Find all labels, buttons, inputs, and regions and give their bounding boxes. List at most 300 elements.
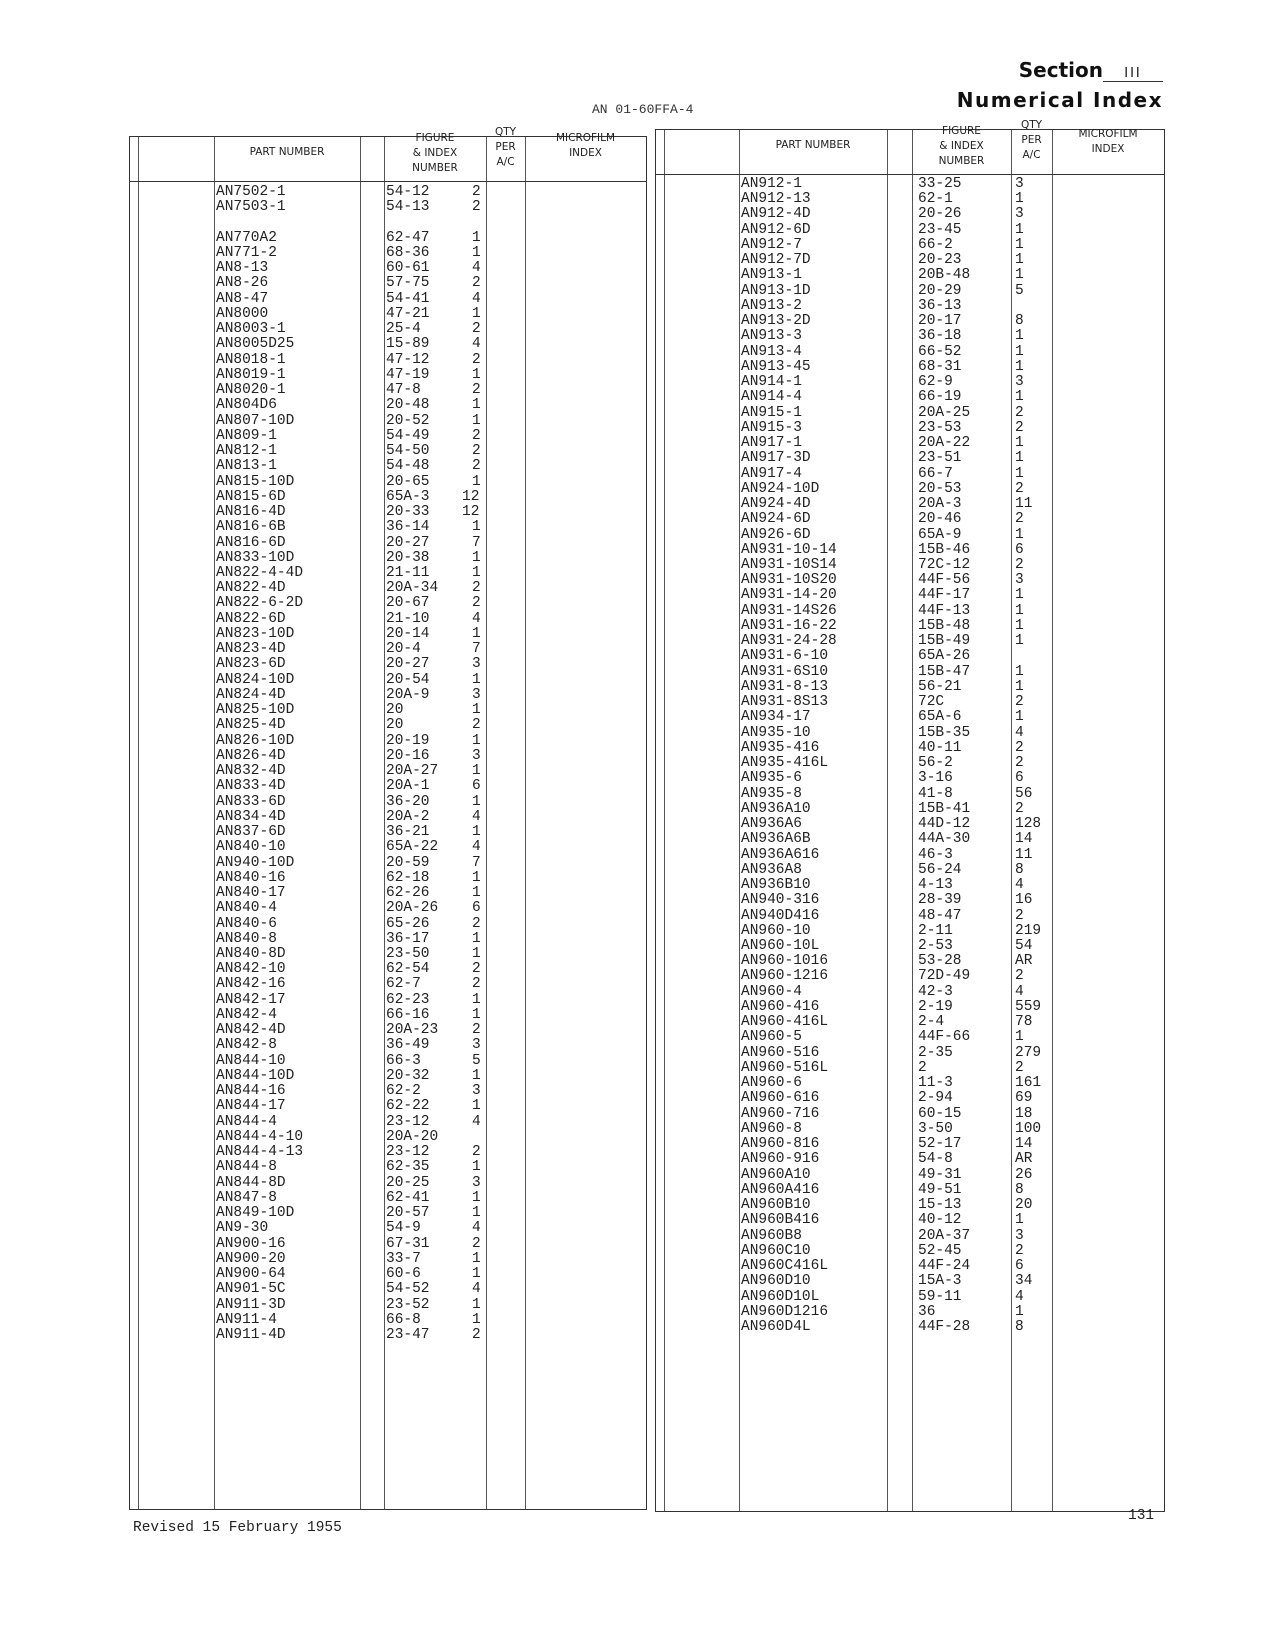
table-row — [130, 856, 646, 871]
figure-index: 72C — [918, 694, 945, 711]
part-number: AN917-4 — [741, 465, 802, 482]
part-number: AN912-4D — [741, 206, 811, 223]
table-row — [130, 475, 646, 490]
part-number: AN936A616 — [741, 846, 820, 863]
qty-per-ac: 2 — [1015, 694, 1024, 711]
qty-per-ac: 7 — [472, 854, 481, 871]
qty-per-ac: 1 — [472, 946, 481, 962]
qty-per-ac: 12 — [462, 504, 480, 521]
part-number: AN960A416 — [741, 1181, 820, 1198]
table-row — [656, 1030, 1164, 1045]
table-row — [130, 551, 646, 566]
table-row — [130, 200, 646, 215]
figure-index: 11-3 — [918, 1075, 953, 1092]
qty-per-ac: 5 — [1015, 282, 1024, 299]
part-number: AN844-4-13 — [216, 1144, 304, 1161]
table-row — [656, 1274, 1164, 1289]
figure-index: 20-46 — [918, 511, 962, 528]
figure-index: 25-4 — [386, 321, 421, 338]
part-number: AN816-6D — [216, 534, 286, 551]
part-number: AN840-8D — [216, 946, 286, 962]
figure-index: 20-14 — [386, 625, 430, 642]
qty-per-ac: 1 — [472, 869, 481, 886]
qty-per-ac: 3 — [472, 747, 481, 764]
part-number: AN833-10D — [216, 549, 295, 566]
part-number: AN844-10 — [216, 1052, 286, 1069]
figure-index: 4-13 — [918, 877, 953, 894]
part-number: AN913-3 — [741, 328, 802, 345]
table-row — [656, 1290, 1164, 1305]
part-number: AN900-20 — [216, 1250, 286, 1267]
table-row — [130, 962, 646, 977]
part-number: AN931-8-13 — [741, 678, 829, 695]
table-row — [656, 893, 1164, 908]
part-number: AN912-7 — [741, 236, 802, 253]
qty-per-ac: 1 — [472, 305, 481, 322]
table-row — [130, 703, 646, 718]
table-row — [130, 749, 646, 764]
part-number: AN8000 — [216, 305, 269, 322]
table-row — [130, 368, 646, 383]
part-number: AN911-4 — [216, 1311, 277, 1328]
figure-index: 23-51 — [918, 450, 962, 467]
part-number: AN823-4D — [216, 641, 286, 658]
table-row — [656, 467, 1164, 482]
table-row — [130, 795, 646, 810]
part-number: AN822-6D — [216, 610, 286, 627]
figure-index: 20A-23 — [386, 1022, 439, 1039]
part-number: AN926-6D — [741, 526, 811, 543]
figure-index: 62-9 — [918, 374, 953, 391]
table-row — [656, 649, 1164, 664]
figure-index: 3-16 — [918, 770, 953, 787]
figure-index: 2-94 — [918, 1090, 953, 1107]
part-number: AN960-616 — [741, 1090, 820, 1107]
part-number: AN844-16 — [216, 1083, 286, 1100]
table-row — [130, 1282, 646, 1297]
part-number: AN936A10 — [741, 800, 811, 817]
column-header-part-number: PART NUMBER — [249, 146, 325, 158]
figure-index: 20-17 — [918, 313, 962, 330]
part-number: AN842-8 — [216, 1037, 277, 1054]
qty-per-ac: 4 — [1015, 1288, 1024, 1305]
figure-index: 44F-56 — [918, 572, 971, 589]
table-row — [656, 573, 1164, 588]
table-row — [656, 1213, 1164, 1228]
table-row — [656, 284, 1164, 299]
qty-per-ac: 1 — [472, 702, 481, 719]
figure-index: 20A-1 — [386, 778, 430, 795]
qty-per-ac: 219 — [1015, 922, 1042, 939]
table-row — [656, 299, 1164, 314]
table-row — [130, 429, 646, 444]
part-number: AN8020-1 — [216, 382, 286, 399]
qty-per-ac: 2 — [472, 1022, 481, 1039]
part-number: AN960B10 — [741, 1197, 811, 1214]
qty-per-ac: 4 — [472, 839, 481, 856]
figure-index: 21-10 — [386, 610, 430, 627]
table-row — [130, 536, 646, 551]
figure-index: 3-50 — [918, 1120, 953, 1137]
table-row — [656, 451, 1164, 466]
figure-index: 62-22 — [386, 1098, 430, 1115]
qty-per-ac: 1 — [1015, 221, 1024, 238]
part-number: AN931-6-10 — [741, 648, 829, 665]
qty-per-ac: 4 — [472, 1220, 481, 1237]
figure-index: 15-89 — [386, 336, 430, 353]
qty-per-ac: 4 — [472, 290, 481, 307]
table-row — [656, 1198, 1164, 1213]
part-number: AN960-5 — [741, 1029, 802, 1046]
qty-per-ac: 3 — [472, 1174, 481, 1191]
part-number: AN931-10-14 — [741, 541, 837, 558]
figure-index: 62-18 — [386, 869, 430, 886]
qty-per-ac: 1 — [1015, 191, 1024, 208]
qty-per-ac: 100 — [1015, 1120, 1042, 1137]
table-row — [130, 261, 646, 276]
figure-index: 72D-49 — [918, 968, 971, 985]
part-number: AN833-4D — [216, 778, 286, 795]
qty-per-ac: 1 — [472, 1296, 481, 1313]
figure-index: 54-49 — [386, 427, 430, 444]
table-row — [130, 1099, 646, 1114]
part-number: AN900-16 — [216, 1235, 286, 1252]
qty-per-ac: 4 — [472, 336, 481, 353]
table-row — [656, 817, 1164, 832]
qty-per-ac: 1 — [472, 793, 481, 810]
figure-index: 54-8 — [918, 1151, 953, 1168]
figure-index: 36-17 — [386, 930, 430, 947]
qty-per-ac: 2 — [1015, 800, 1024, 817]
figure-index: 54-48 — [386, 458, 430, 475]
table-row — [656, 710, 1164, 725]
table-row — [130, 1160, 646, 1175]
table-row — [656, 1244, 1164, 1259]
part-number: AN960C416L — [741, 1258, 829, 1275]
table-row — [130, 215, 646, 230]
index-table-left — [129, 126, 647, 1510]
table-row — [656, 406, 1164, 421]
table-row — [656, 939, 1164, 954]
part-number: AN901-5C — [216, 1281, 286, 1298]
part-number: AN825-10D — [216, 702, 295, 719]
qty-per-ac: 8 — [1015, 861, 1024, 878]
qty-per-ac: 1 — [1015, 435, 1024, 452]
table-row — [656, 482, 1164, 497]
qty-per-ac: 4 — [472, 1281, 481, 1298]
part-number: AN842-16 — [216, 976, 286, 993]
part-number: AN931-10S14 — [741, 557, 837, 573]
figure-index: 20-54 — [386, 671, 430, 688]
table-row — [656, 223, 1164, 238]
qty-per-ac: 1 — [472, 732, 481, 749]
figure-index: 20-29 — [918, 282, 962, 299]
figure-index: 62-7 — [386, 976, 421, 993]
part-number: AN936A6B — [741, 831, 811, 848]
table-row — [656, 497, 1164, 512]
table-row — [130, 1267, 646, 1282]
part-number: AN913-2 — [741, 297, 802, 314]
qty-per-ac: 1 — [472, 412, 481, 429]
qty-per-ac: 56 — [1015, 785, 1033, 802]
table-row — [130, 292, 646, 307]
table-row — [656, 985, 1164, 1000]
figure-index: 47-21 — [386, 305, 430, 322]
part-number: AN924-4D — [741, 496, 811, 513]
figure-index: 36-21 — [386, 824, 430, 841]
qty-per-ac: 2 — [1015, 557, 1024, 573]
table-row — [656, 848, 1164, 863]
table-row — [656, 1015, 1164, 1030]
qty-per-ac: 8 — [1015, 1319, 1024, 1335]
figure-index: 54-13 — [386, 199, 430, 216]
part-number: AN822-4D — [216, 580, 286, 597]
table-row — [130, 1130, 646, 1145]
table-row — [130, 1115, 646, 1130]
column-header-microfilm: MICROFILM INDEX — [555, 132, 616, 159]
figure-index: 36-18 — [918, 328, 962, 345]
table-row — [130, 734, 646, 749]
part-number: AN824-4D — [216, 686, 286, 703]
table-row — [656, 1122, 1164, 1137]
table-row — [130, 520, 646, 535]
figure-index: 40-11 — [918, 739, 962, 756]
table-row — [130, 688, 646, 703]
qty-per-ac: 1 — [472, 366, 481, 383]
part-number: AN8019-1 — [216, 366, 286, 383]
figure-index: 44F-17 — [918, 587, 971, 604]
figure-index: 65A-6 — [918, 709, 962, 726]
figure-index: 44F-28 — [918, 1319, 971, 1335]
figure-index: 62-2 — [386, 1083, 421, 1100]
part-number: AN815-6D — [216, 488, 286, 505]
table-row — [130, 917, 646, 932]
figure-index: 36-20 — [386, 793, 430, 810]
figure-index: 20-32 — [386, 1067, 430, 1084]
figure-index: 23-53 — [918, 419, 962, 436]
table-row — [656, 954, 1164, 969]
part-number: AN914-1 — [741, 374, 802, 391]
qty-per-ac: 1 — [1015, 633, 1024, 650]
part-number: AN816-6B — [216, 519, 286, 536]
table-row — [656, 619, 1164, 634]
table-row — [656, 192, 1164, 207]
table-row — [130, 444, 646, 459]
qty-per-ac: 1 — [472, 1067, 481, 1084]
qty-per-ac: 78 — [1015, 1014, 1033, 1031]
figure-index: 20A-22 — [918, 435, 971, 452]
qty-per-ac: 1 — [472, 1159, 481, 1176]
part-number: AN935-6 — [741, 770, 802, 787]
figure-index: 23-52 — [386, 1296, 430, 1313]
figure-index: 28-39 — [918, 892, 962, 909]
qty-per-ac: 1 — [1015, 236, 1024, 253]
qty-per-ac: 1 — [1015, 678, 1024, 695]
table-row — [656, 588, 1164, 603]
part-number: AN934-17 — [741, 709, 811, 726]
part-number: AN844-8 — [216, 1159, 277, 1176]
figure-index: 60-6 — [386, 1266, 421, 1283]
figure-index: 66-16 — [386, 1006, 430, 1023]
figure-index: 20A-2 — [386, 808, 430, 825]
section-heading — [1019, 58, 1163, 82]
table-row — [130, 901, 646, 916]
figure-index: 66-2 — [918, 236, 953, 253]
qty-per-ac: 4 — [1015, 983, 1024, 1000]
figure-index: 44F-13 — [918, 602, 971, 619]
figure-index: 20-52 — [386, 412, 430, 429]
revision-date: Revised 15 February 1955 — [133, 1520, 342, 1536]
table-row — [130, 1221, 646, 1236]
part-number: AN960-816 — [741, 1136, 820, 1153]
table-row — [130, 1084, 646, 1099]
qty-per-ac: 1 — [472, 244, 481, 261]
qty-per-ac: 2 — [472, 382, 481, 399]
figure-index: 36 — [918, 1303, 936, 1320]
part-number: AN915-1 — [741, 404, 802, 421]
figure-index: 56-24 — [918, 861, 962, 878]
table-row — [656, 512, 1164, 527]
qty-per-ac: 1 — [1015, 1303, 1024, 1320]
part-number: AN825-4D — [216, 717, 286, 734]
part-number: AN960C10 — [741, 1242, 811, 1259]
part-number: AN960D10L — [741, 1288, 820, 1305]
table-row — [130, 977, 646, 992]
qty-per-ac: 1 — [1015, 663, 1024, 680]
table-row — [656, 1259, 1164, 1274]
figure-index: 67-31 — [386, 1235, 430, 1252]
part-number: AN849-10D — [216, 1205, 295, 1222]
qty-per-ac: 1 — [1015, 602, 1024, 619]
part-number: AN826-10D — [216, 732, 295, 749]
table-row — [656, 1091, 1164, 1106]
table-row — [130, 657, 646, 672]
figure-index: 20 — [386, 717, 404, 734]
qty-per-ac: 3 — [472, 1083, 481, 1100]
qty-per-ac: 1 — [472, 1311, 481, 1328]
figure-index: 20-4 — [386, 641, 421, 658]
table-row — [130, 993, 646, 1008]
figure-index: 49-51 — [918, 1181, 962, 1198]
table-row — [656, 1229, 1164, 1244]
figure-index: 20A-37 — [918, 1227, 971, 1244]
figure-index: 20A-9 — [386, 686, 430, 703]
table-row — [130, 383, 646, 398]
part-number: AN936B10 — [741, 877, 811, 894]
qty-per-ac: 1 — [472, 1266, 481, 1283]
part-number: AN807-10D — [216, 412, 295, 429]
table-row — [130, 810, 646, 825]
table-row — [656, 329, 1164, 344]
qty-per-ac: 34 — [1015, 1273, 1033, 1290]
figure-index: 20-19 — [386, 732, 430, 749]
figure-index: 66-19 — [918, 389, 962, 406]
part-number: AN816-4D — [216, 504, 286, 521]
figure-index: 23-45 — [918, 221, 962, 238]
part-number: AN960B8 — [741, 1227, 802, 1244]
table-row — [130, 779, 646, 794]
qty-per-ac: 2 — [1015, 968, 1024, 985]
qty-per-ac: 1 — [472, 229, 481, 246]
figure-index: 56-2 — [918, 755, 953, 772]
figure-index: 62-41 — [386, 1189, 430, 1206]
qty-per-ac: 2 — [472, 458, 481, 475]
qty-per-ac: 2 — [1015, 480, 1024, 497]
figure-index: 46-3 — [918, 846, 953, 863]
table-row — [656, 604, 1164, 619]
part-number: AN837-6D — [216, 824, 286, 841]
table-row — [130, 1023, 646, 1038]
table-row — [130, 612, 646, 627]
figure-index: 20-53 — [918, 480, 962, 497]
qty-per-ac: 1 — [1015, 389, 1024, 406]
qty-per-ac: 1 — [1015, 526, 1024, 543]
figure-index: 62-54 — [386, 961, 430, 978]
qty-per-ac: 2 — [1015, 404, 1024, 421]
qty-per-ac: 4 — [1015, 877, 1024, 894]
page-title: Numerical Index — [956, 88, 1163, 112]
table-row — [656, 1320, 1164, 1335]
table-row — [130, 246, 646, 261]
figure-index: 20A-34 — [386, 580, 439, 597]
table-row — [656, 390, 1164, 405]
table-row — [130, 322, 646, 337]
table-row — [656, 1061, 1164, 1076]
part-number: AN912-6D — [741, 221, 811, 238]
part-number: AN823-6D — [216, 656, 286, 673]
part-number: AN960-716 — [741, 1105, 820, 1122]
table-row — [656, 253, 1164, 268]
table-row — [656, 1000, 1164, 1015]
qty-per-ac: 1 — [472, 565, 481, 581]
table-row — [130, 276, 646, 291]
qty-per-ac: 1 — [1015, 267, 1024, 284]
qty-per-ac: 2 — [472, 184, 481, 200]
part-number: AN960-4 — [741, 983, 802, 1000]
part-number: AN960-10 — [741, 922, 811, 939]
qty-per-ac: 1 — [1015, 617, 1024, 634]
part-number: AN911-3D — [216, 1296, 286, 1313]
qty-per-ac: 1 — [472, 519, 481, 536]
part-number: AN913-4 — [741, 343, 802, 360]
figure-index: 52-17 — [918, 1136, 962, 1153]
part-number: AN9-30 — [216, 1220, 269, 1237]
figure-index: 66-52 — [918, 343, 962, 360]
qty-per-ac: 4 — [472, 260, 481, 277]
table-row — [130, 718, 646, 733]
figure-index: 65A-26 — [918, 648, 971, 665]
figure-index: 15B-49 — [918, 633, 971, 650]
table-row — [656, 360, 1164, 375]
table-row — [656, 177, 1164, 192]
qty-per-ac: 11 — [1015, 496, 1033, 513]
part-number: AN844-4-10 — [216, 1128, 304, 1145]
table-row — [130, 1145, 646, 1160]
figure-index: 62-23 — [386, 991, 430, 1008]
part-number: AN935-10 — [741, 724, 811, 741]
qty-per-ac: 1 — [472, 930, 481, 947]
qty-per-ac: 20 — [1015, 1197, 1033, 1214]
column-header-qty: QTY PER A/C — [1020, 119, 1043, 161]
figure-index: 20-16 — [386, 747, 430, 764]
part-number: AN912-13 — [741, 191, 811, 208]
table-row — [656, 1107, 1164, 1122]
part-number: AN931-14-20 — [741, 587, 837, 604]
qty-per-ac: 4 — [472, 808, 481, 825]
qty-per-ac: 54 — [1015, 938, 1033, 954]
part-number: AN815-10D — [216, 473, 295, 490]
part-number: AN915-3 — [741, 419, 802, 436]
